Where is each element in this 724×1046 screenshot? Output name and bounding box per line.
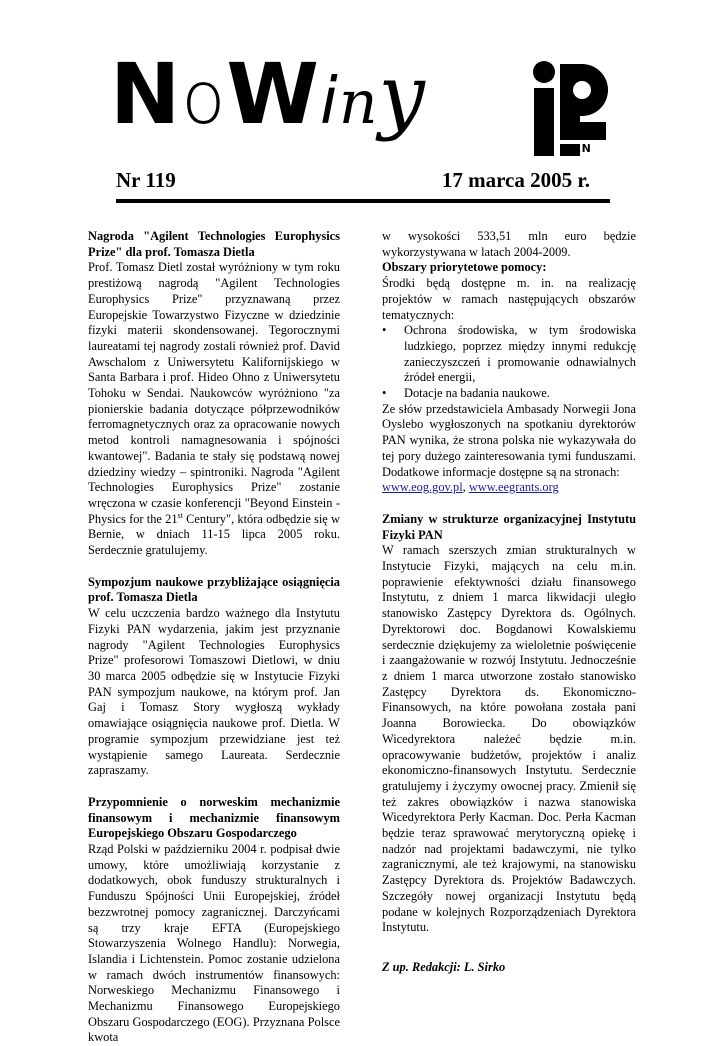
article-body: Rząd Polski w październiku 2004 r. podpisał dwie umowy, które umożliwiają korzystanie z dodatkowych, obok funduszy strukturalnych i Funduszu Spójności Unii Europejskiej, źródeł bezzwrotnej pomocy zagranicznej. Darczyńcami są trzy kraje EFTA (Europejskiego Stowarzyszenia Wolnego Handlu): Norwegia, Islandia i Lichtenstein. Pomoc zostanie udzielona w ramach dwóch instrumentów finansowych: Norweskiego Mechanizmu Finansowego i Mechanizmu Finansowego Europejskiego Obszaru Gospodarczego (EOG). Przyznana Polsce kwota xyxy=(88,842,340,1045)
title-letter: n xyxy=(338,68,379,138)
title-letter: W xyxy=(226,45,321,143)
bullet-icon: • xyxy=(382,386,387,401)
article-body-continued: w wysokości 533,51 mln euro będzie wykorzystywana w latach 2004-2009. xyxy=(382,229,636,259)
issue-number: Nr 119 xyxy=(116,168,176,192)
link-eegrants[interactable]: www.eegrants.org xyxy=(468,480,559,495)
article-text: Century", która odbędzie się w Bernie, w dniach 11-15 lipca 2005 roku. Serdecznie gratulujemy. xyxy=(88,511,340,558)
title-letter: N xyxy=(110,45,182,143)
spacer xyxy=(382,496,636,512)
bullet-icon: • xyxy=(382,323,387,338)
list-item xyxy=(382,386,636,402)
article-title: Nagroda "Agilent Technologies Europhysics Prize" dla prof. Tomasza Dietla xyxy=(88,229,340,259)
article-body: W ramach szerszych zmian strukturalnych w Instytucie Fizyki, mających na celu m.in. poprawienie efektywności działu finansowego Instytutu, z dniem 1 marca likwidacji uległo stanowisko Zastępcy Dyrektora ds. Ogólnych. Dyrektorowi doc. Bogdanowi Kowalskiemu serdecznie dziękujemy za wieloletnie poświęcenie i zaangażowanie w rozwój Instytutu. Jednocześnie z dniem 1 marca utworzone zostało stanowisko Zastępcy Dyrektora ds. Ekonomiczno-Finansowych, na które powołana została pani Joanna Borowiecka. Do obowiązków Wicedyrektora należeć będzie m.in. opracowywanie budżetów, projektów i analiz ekonomiczno-finansowych Instytutu. Serdecznie gratulujemy i życzymy owocnej pracy. Zmienił się też zakres obowiązków i nazwa stanowiska Wicedyrektora Perły Kacman. Doc. Perła Kacman będzie teraz sprawować merytoryczną opiekę i nadzór nad projektami badawczymi, nie tylko zagranicznymi, ale też krajowymi, na stanowisku Zastępcy Dyrektora ds. Projektów Badawczych. Szczegóły nowej organizacji Instytutu będą podane w kolejnych Rozporządzeniach Dyrektora Instytutu. xyxy=(382,543,636,935)
title-letter: y xyxy=(378,48,426,143)
list-item-text: Dotacje na badania naukowe. xyxy=(404,386,550,401)
article-body: W celu uczczenia bardzo ważnego dla Instytutu Fizyki PAN wydarzenia, jakim jest przyznanie nagrody "Agilent Technologies Europhysics Prize" profesorowi Tomaszowi Dietlowi, w dniu 30 marca 2005 odbędzie się w Instytucie Fizyki PAN sympozjum naukowe, na którym prof. Jan Gaj i Tomasz Story wygłoszą wykłady omawiające osiągnięcia naukowe prof. Dietla. W programie sympozjum przewidziane jest też wystąpienie samego Laureata. Serdecznie zapraszamy. xyxy=(88,606,340,778)
spacer xyxy=(88,779,340,795)
section-subheading: Obszary priorytetowe pomocy: xyxy=(382,260,547,275)
link-eog[interactable]: www.eog.gov.pl xyxy=(382,480,463,495)
article-body: Ze słów przedstawiciela Ambasady Norwegii Jona Oyslebo wygłoszonych na spotkaniu dyrektorów PAN wynika, że strona polska nie wykazywała do tej pory dużego zainteresowania tymi funduszami. Dodatkowe informacje dostępne są na stronach: xyxy=(382,401,636,479)
signature: Z up. Redakcji: L. Sirko xyxy=(382,959,506,974)
article-title: Przypomnienie o norweskim mechanizmie finansowym i mechanizmie finansowym Europejskiego Obszaru Gospodarczego xyxy=(88,794,340,841)
superscript: st xyxy=(177,510,183,520)
list-item-text: Ochrona środowiska, w tym środowiska ludzkiego, poprzez między innymi redukcję zanieczyszczeń i promowanie odnawialnych źródeł energii, xyxy=(404,323,636,385)
header-divider xyxy=(116,199,610,203)
masthead xyxy=(110,45,620,168)
article-body: Środki będą dostępne m. in. na realizację projektów w ramach następujących obszarów tematycznych: xyxy=(382,276,636,322)
article-title: Sympozjum naukowe przybliżające osiągnięcia prof. Tomasza Dietla xyxy=(88,574,340,605)
list-item xyxy=(382,323,636,386)
logo-text: PAN xyxy=(564,142,592,155)
article-body xyxy=(88,260,340,558)
newsletter-title xyxy=(110,45,426,145)
title-letter: i xyxy=(320,65,339,139)
article-text: Prof. Tomasz Dietl został wyróżniony w tym roku prestiżową nagrodą "Agilent Technologies Europhysics Prize" przyznawaną przez Europejskie Towarzystwo Fizyczne w dziedzinie fizyki materii skondensowanej. Tegorocznymi laureatami tej nagrody zostali również prof. David Awschalom z Uniwersytetu Kalifornijskiego w Santa Barbara i prof. Hideo Ohno z Uniwersytetu Tohoku w Sendai. Naukowców wyróżniono "za pionierskie badania dotyczące półprzewodników ferromagnetycznych oraz za opracowanie nowych metod kontroli namagnesowania i spójności kwantowej". Badania te stały się podstawą nowej dziedziny wiedzy – spintroniki. Nagroda "Agilent Technologies Europhysics Prize" zostanie wręczona w czasie konferencji "Beyond Einstein - Physics for the 21 xyxy=(88,260,340,526)
link-separator: , xyxy=(462,480,469,495)
title-letter: o xyxy=(181,56,227,140)
ifpan-logo xyxy=(524,58,620,168)
spacer xyxy=(382,936,636,960)
article-title: Zmiany w strukturze organizacyjnej Instytutu Fizyki PAN xyxy=(382,511,636,542)
issue-date: 17 marca 2005 r. xyxy=(441,168,590,192)
spacer xyxy=(88,559,340,575)
left-column xyxy=(88,229,340,1046)
right-column xyxy=(382,229,636,976)
links xyxy=(382,480,636,496)
